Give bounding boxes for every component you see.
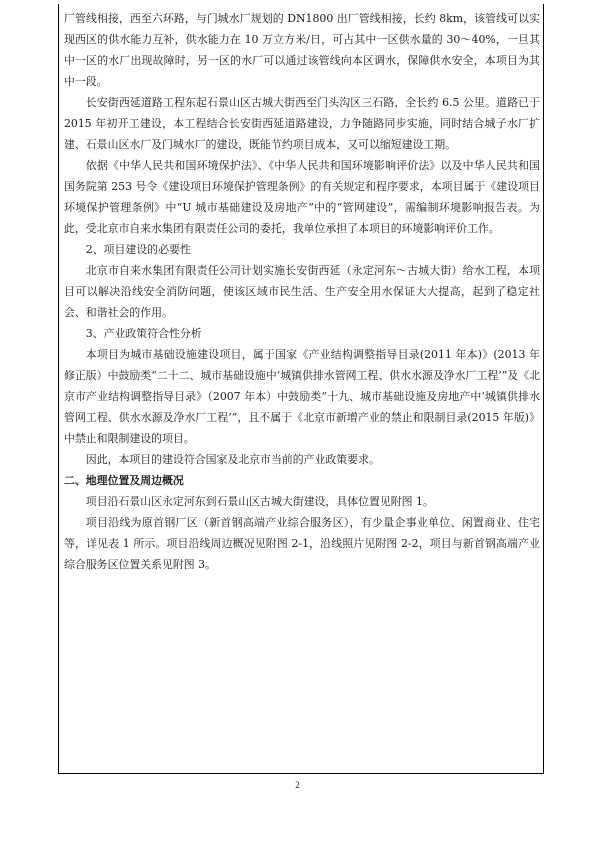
page-number: 2 (295, 780, 300, 790)
paragraph-location: 项目沿石景山区永定河东到石景山区古城大街建设，具体位置见附图 1。 (85, 495, 434, 508)
heading-necessity: 2、项目建设的必要性 (85, 243, 191, 256)
section-heading-location: 二、地理位置及周边概况 (64, 474, 184, 487)
paragraph-conclusion: 因此，本项目的建设符合国家及北京市当前的产业政策要求。 (85, 453, 380, 466)
paragraph-road-project: 长安街西延道路工程东起石景山区古城大街西至门头沟区三石路，全长约 6.5 公里。道路已于 2015 年初开工建设，本工程结合长安街西延道路建设，力争随路同步实施，同时结合城子水厂扩建、石景山区水厂及门城水厂的建设，既能节约项目成本，又可以缩短建设工期。 (64, 96, 540, 151)
document-body (64, 8, 540, 575)
heading-policy: 3、产业政策符合性分析 (85, 327, 202, 340)
paragraph-legal-basis: 依据《中华人民共和国环境保护法》、《中华人民共和国环境影响评价法》以及中华人民共和国国务院第 253 号令《建设项目环境保护管理条例》的有关规定和程序要求，本项目属于《建设项目环境保护管理条例》中“U 城市基础建设及房地产”中的“管网建设”，需编制环境影响报告表。为此，受北京市自来水集团有限责任公司的委托，我单位承担了本项目的环境影响评价工作。 (64, 159, 540, 235)
paragraph-surroundings: 项目沿线为原首钢厂区（新首钢高端产业综合服务区），有少量企事业单位、闲置商业、住宅等，详见表 1 所示。项目沿线周边概况见附图 2-1，沿线照片见附图 2-2，项目与新首钢高端产业综合服务区位置关系见附图 3。 (64, 516, 540, 571)
paragraph-pipeline: 厂管线相接，西至六环路，与门城水厂规划的 DN1800 出厂管线相接，长约 8km，该管线可以实现西区的供水能力互补，供水能力在 10 万立方米/日，可占其中一区供水量的 30～40%，一旦其中一区的水厂出现故障时，另一区的水厂可以通过该管线向本区调水，保障供水安全，本项目为其中一段。 (64, 12, 540, 88)
paragraph-necessity: 北京市自来水集团有限责任公司计划实施长安街西延（永定河东～古城大街）给水工程，本项目可以解决沿线安全消防问题，使该区域市民生活、生产安全用水保证大大提高，起到了稳定社会、和谐社会的作用。 (64, 264, 540, 319)
paragraph-policy: 本项目为城市基础设施建设项目，属于国家《产业结构调整指导目录(2011 年本)》(2013 年修正版）中鼓励类“二十二、城市基础设施中‘城镇供排水管网工程、供水水源及净水厂工程’”及《北京市产业结构调整指导目录》（2007 年本）中鼓励类“十九、城市基础设施及房地产中‘城镇供排水管网工程、供水水源及净水厂工程’”，且不属于《北京市新增产业的禁止和限制目录(2015 年版)》中禁止和限制建设的项目。 (64, 348, 540, 445)
